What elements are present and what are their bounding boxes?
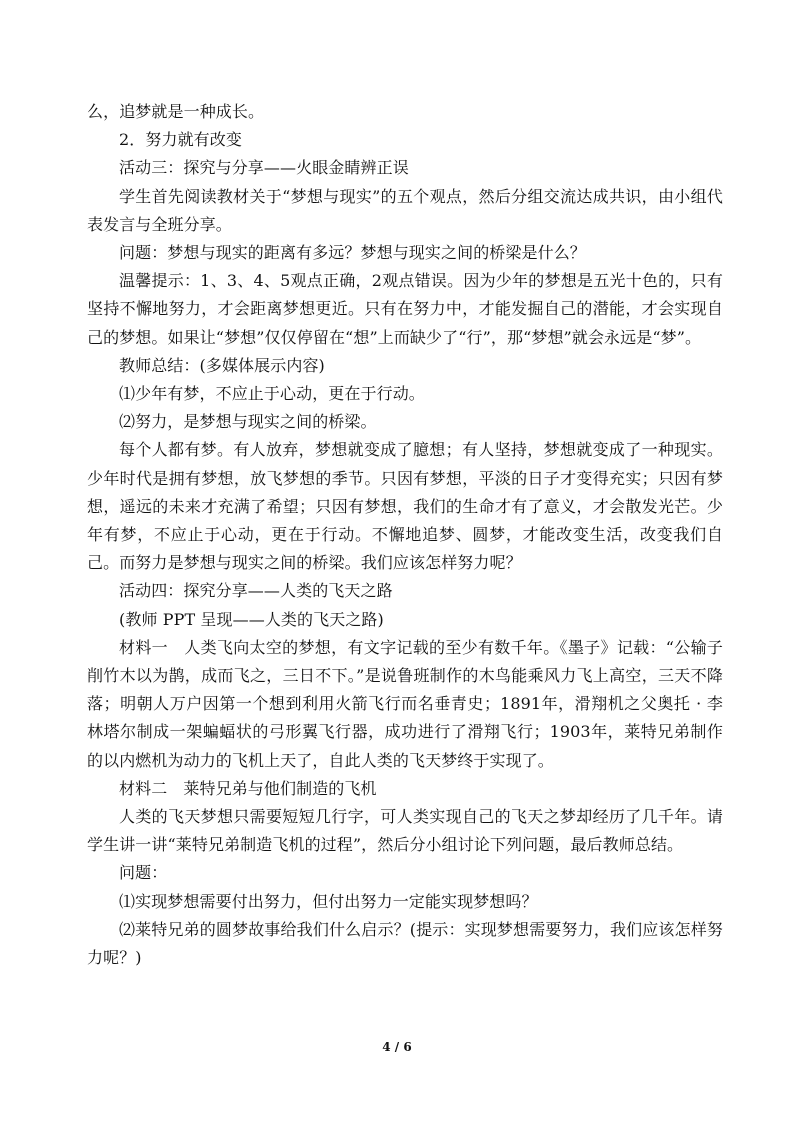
paragraph: 温馨提示：1、3、4、5观点正确，2观点错误。因为少年的梦想是五光十色的，只有坚持不懈地努力，才会距离梦想更近。只有在努力中，才能发掘自己的潜能，才会实现自己的梦想。如果让“梦想”仅仅停留在“想”上而缺少了“行”，那“梦想”就会永远是“梦”。 bbox=[87, 271, 723, 347]
question: ⑵莱特兄弟的圆梦故事给我们什么启示？(提示：实现梦想需要努力，我们应该怎样努力呢？) bbox=[87, 919, 723, 968]
question: 问题：梦想与现实的距离有多远？梦想与现实之间的桥梁是什么？ bbox=[119, 243, 586, 263]
question-heading: 问题： bbox=[119, 863, 168, 883]
document-body bbox=[87, 98, 723, 972]
material-heading: 材料二 莱特兄弟与他们制造的飞机 bbox=[119, 778, 377, 798]
activity-heading: 活动三：探究与分享——火眼金睛辨正误 bbox=[119, 158, 409, 178]
paragraph: 学生首先阅读教材关于“梦想与现实”的五个观点，然后分组交流达成共识，由小组代表发言与全班分享。 bbox=[87, 186, 723, 234]
question: ⑴实现梦想需要付出努力，但付出努力一定能实现梦想吗？ bbox=[119, 891, 538, 911]
material-paragraph: 材料一 人类飞向太空的梦想，有文字记载的至少有数千年。《墨子》记载：“公输子削竹木以为鹊，成而飞之，三日不下。”是说鲁班制作的木鸟能乘风力飞上高空，三天不降落；明朝人万户因第一个想到利用火箭飞行而名垂青史；1891年，滑翔机之父奥托 · 李林塔尔制成一架蝙蝠状的弓形翼飞行器，成功进行了滑翔飞行；1903年，莱特兄弟制作的以内燃机为动力的飞机上天了，自此人类的飞天梦终于实现了。 bbox=[87, 637, 723, 770]
page-number: 4 / 6 bbox=[382, 1040, 412, 1054]
summary-point: ⑵努力，是梦想与现实之间的桥梁。 bbox=[119, 412, 377, 432]
paragraph: 人类的飞天梦想只需要短短几行字，可人类实现自己的飞天之梦却经历了几千年。请学生讲一讲“莱特兄弟制造飞机的过程”，然后分小组讨论下列问题，最后教师总结。 bbox=[87, 807, 723, 855]
teacher-summary-heading: 教师总结：(多媒体展示内容) bbox=[119, 355, 325, 375]
paragraph: 每个人都有梦。有人放弃，梦想就变成了臆想；有人坚持，梦想就变成了一种现实。少年时代是拥有梦想，放飞梦想的季节。只因有梦想，平淡的日子才变得充实；只因有梦想，遥远的未来才充满了希望；只因有梦想，我们的生命才有了意义，才会散发光芒。少年有梦，不应止于心动，更在于行动。不懈地追梦、圆梦，才能改变生活，改变我们自己。而努力是梦想与现实之间的桥梁。我们应该怎样努力呢？ bbox=[87, 440, 723, 573]
paragraph: 么，追梦就是一种成长。 bbox=[87, 102, 265, 121]
activity-heading: 活动四：探究分享——人类的飞天之路 bbox=[119, 581, 393, 601]
paragraph: (教师 PPT 呈现——人类的飞天之路) bbox=[119, 609, 384, 629]
section-heading: 2．努力就有改变 bbox=[119, 130, 242, 150]
summary-point: ⑴少年有梦，不应止于心动，更在于行动。 bbox=[119, 384, 425, 404]
